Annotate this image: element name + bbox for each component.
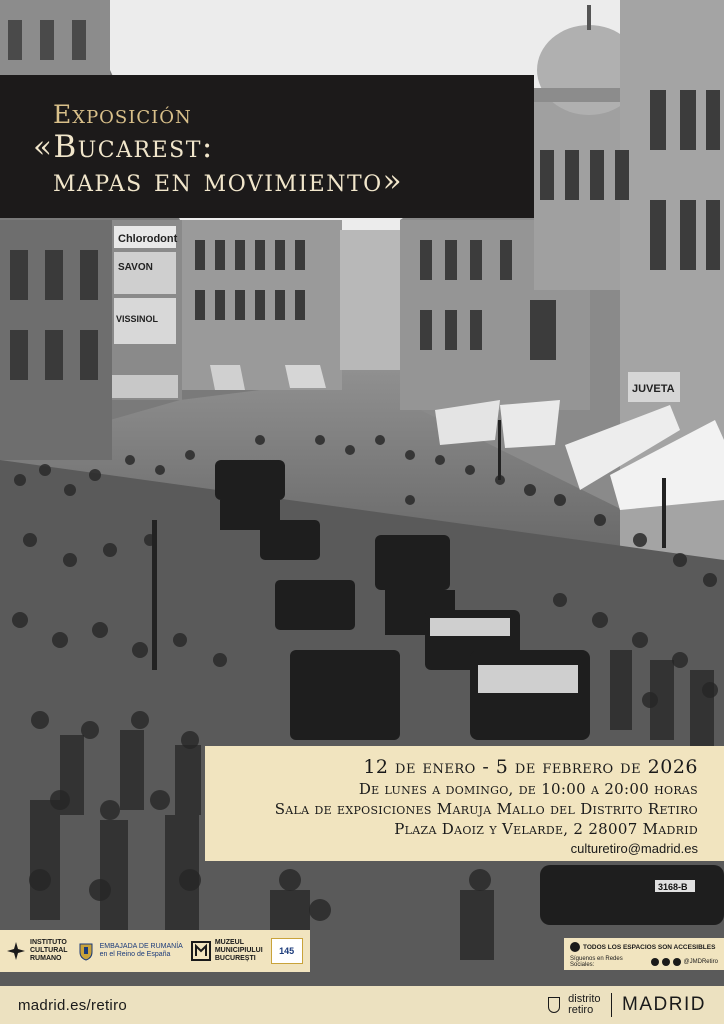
exhibition-info-box — [205, 746, 724, 861]
savon-sign: SAVON — [118, 262, 153, 273]
exhibition-dates: 12 de enero - 5 de febrero de 2026 — [363, 756, 698, 778]
x-icon[interactable] — [662, 958, 670, 966]
vissinol-sign: VISSINOL — [116, 314, 159, 324]
title-exposicion: Exposición — [53, 100, 192, 129]
logo-muzeul-bucuresti: MUZEUL MUNICIPIULUI BUCUREȘTI — [191, 939, 263, 963]
muzeul-m-icon — [191, 941, 211, 961]
contact-email[interactable]: culturetiro@madrid.es — [570, 841, 698, 856]
exhibition-title-box — [0, 75, 534, 218]
instagram-icon[interactable] — [673, 958, 681, 966]
logo-instituto-cultural-rumano: INSTITUTO CULTURAL RUMANO — [6, 939, 68, 963]
distrito-retiro-label: distrito retiro — [568, 993, 601, 1016]
social-handle[interactable]: @JMDRetiro — [683, 959, 718, 965]
car-plate: 3168-B — [658, 882, 688, 892]
logo-embajada-rumania: EMBAJADA DE RUMANÍA en el Reino de España — [76, 941, 183, 961]
romania-coat-of-arms-icon — [76, 941, 96, 961]
footer-divider — [611, 993, 613, 1017]
exhibition-venue: Sala de exposiciones Maruja Mallo del Distrito Retiro — [274, 800, 698, 818]
accessibility-strip — [564, 938, 724, 970]
social-label: Síguenos en Redes Sociales: — [570, 956, 623, 968]
icr-star-icon — [6, 941, 26, 961]
footer — [0, 986, 724, 1024]
madrid-wordmark: MADRID — [622, 994, 706, 1015]
partner-logos — [0, 930, 310, 972]
accessibility-label: TODOS LOS ESPACIOS SON ACCESIBLES — [583, 943, 716, 951]
footer-url-link[interactable]: madrid.es/retiro — [18, 996, 128, 1014]
title-bucarest: «Bucarest: — [33, 129, 214, 165]
exhibition-schedule: De lunes a domingo, de 10:00 a 20:00 horas — [358, 780, 698, 798]
madrid-crest-icon — [548, 997, 560, 1013]
madrid-branding — [548, 993, 706, 1017]
exhibition-address: Plaza Daoiz y Velarde, 2 28007 Madrid — [394, 820, 698, 838]
facebook-icon[interactable] — [651, 958, 659, 966]
accessibility-icon — [570, 942, 580, 952]
logo-145-anniversary: 145 — [271, 938, 303, 964]
juventa-sign: JUVETA — [632, 383, 675, 395]
title-mapas: mapas en movimiento» — [53, 163, 404, 199]
chlorodont-sign: Chlorodont — [118, 233, 178, 245]
